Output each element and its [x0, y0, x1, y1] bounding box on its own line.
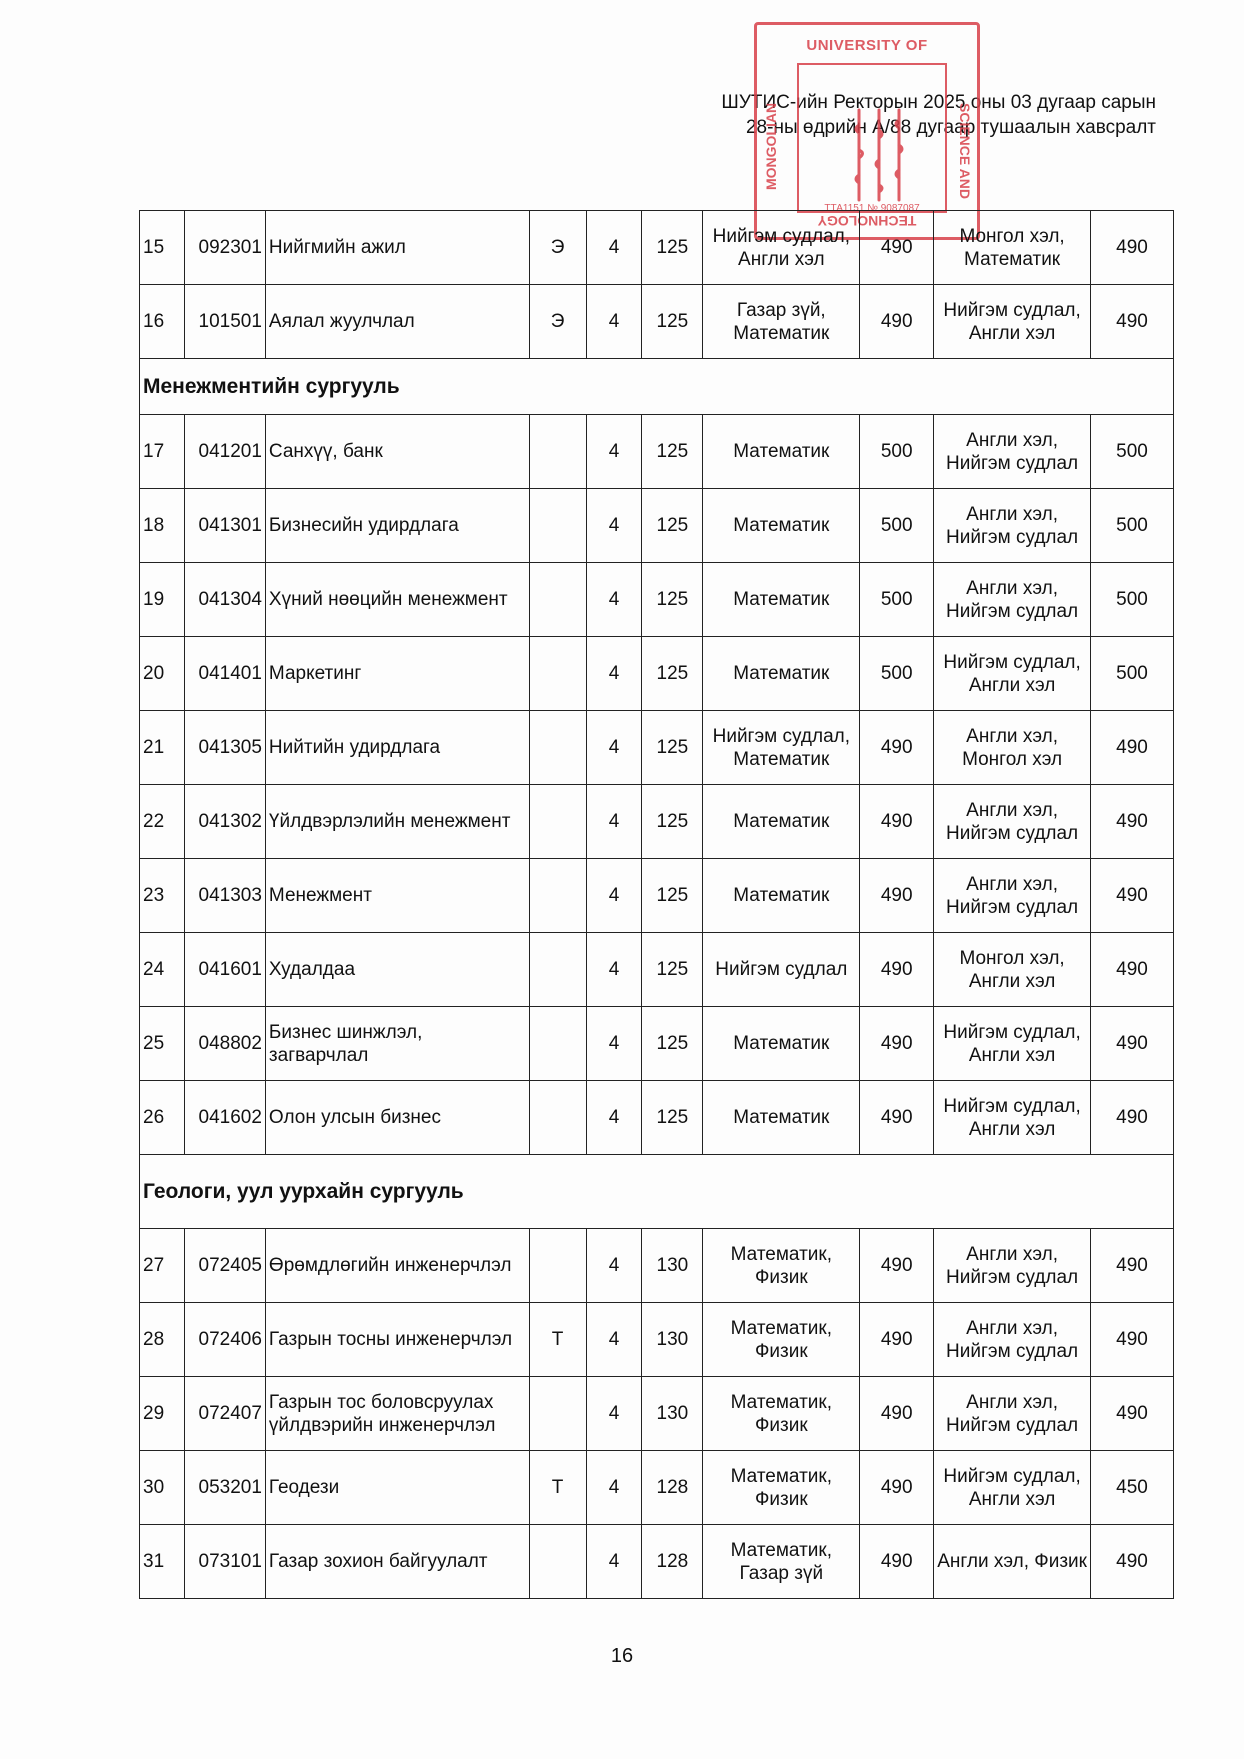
table-row	[140, 211, 1174, 285]
stamp-script-icon	[849, 105, 919, 205]
min-score-1: 490	[860, 785, 934, 859]
row-number: 31	[140, 1525, 185, 1599]
program-index	[529, 785, 586, 859]
min-score-2: 490	[1091, 1525, 1174, 1599]
exam-subject-2: Нийгэм судлал, Англи хэл	[934, 1007, 1091, 1081]
study-years: 4	[586, 1377, 642, 1451]
exam-subject-2: Англи хэл, Физик	[934, 1525, 1091, 1599]
program-index	[529, 1229, 586, 1303]
study-years: 4	[586, 637, 642, 711]
study-years: 4	[586, 563, 642, 637]
study-years: 4	[586, 1229, 642, 1303]
stamp-top-text: UNIVERSITY OF	[806, 37, 928, 54]
program-code: 041302	[184, 785, 265, 859]
program-code: 041301	[184, 489, 265, 563]
min-score-2: 500	[1091, 563, 1174, 637]
exam-subject-2: Англи хэл, Нийгэм судлал	[934, 785, 1091, 859]
exam-subject-1: Нийгэм судлал	[703, 933, 860, 1007]
exam-subject-1: Математик	[703, 489, 860, 563]
exam-subject-2: Англи хэл, Нийгэм судлал	[934, 1377, 1091, 1451]
exam-subject-1: Математик, Физик	[703, 1303, 860, 1377]
row-number: 17	[140, 415, 185, 489]
program-name: Маркетинг	[265, 637, 529, 711]
program-name: Санхүү, банк	[265, 415, 529, 489]
table-row	[140, 1451, 1174, 1525]
stamp-inner-frame	[797, 63, 947, 213]
min-score-2: 490	[1091, 1303, 1174, 1377]
program-index	[529, 711, 586, 785]
exam-subject-2: Англи хэл, Нийгэм судлал	[934, 859, 1091, 933]
study-years: 4	[586, 933, 642, 1007]
header-line-2: 28-ны өдрийн А/88 дугаар тушаалын хавсралт	[745, 117, 1156, 138]
row-number: 29	[140, 1377, 185, 1451]
program-index	[529, 563, 586, 637]
program-code: 041601	[184, 933, 265, 1007]
program-index	[529, 1007, 586, 1081]
program-name: Нийгмийн ажил	[265, 211, 529, 285]
study-years: 4	[586, 1303, 642, 1377]
min-score-1: 490	[860, 1377, 934, 1451]
row-number: 18	[140, 489, 185, 563]
program-name: Бизнесийн удирдлага	[265, 489, 529, 563]
program-index	[529, 1081, 586, 1155]
min-score-2: 490	[1091, 785, 1174, 859]
exam-subject-1: Газар зүй, Математик	[703, 285, 860, 359]
exam-subject-2: Монгол хэл, Математик	[934, 211, 1091, 285]
credit-count: 125	[642, 415, 703, 489]
table-row	[140, 637, 1174, 711]
program-index	[529, 859, 586, 933]
credit-count: 128	[642, 1451, 703, 1525]
program-name: Бизнес шинжлэл, загварчлал	[265, 1007, 529, 1081]
study-years: 4	[586, 415, 642, 489]
credit-count: 130	[642, 1303, 703, 1377]
exam-subject-1: Математик	[703, 1081, 860, 1155]
row-number: 19	[140, 563, 185, 637]
min-score-2: 490	[1091, 711, 1174, 785]
exam-subject-1: Математик, Физик	[703, 1451, 860, 1525]
credit-count: 125	[642, 489, 703, 563]
page-number: 16	[610, 1645, 634, 1667]
section-row	[140, 1155, 1174, 1229]
table-row	[140, 1229, 1174, 1303]
min-score-1: 490	[860, 285, 934, 359]
table-row	[140, 415, 1174, 489]
program-code: 072405	[184, 1229, 265, 1303]
program-code: 073101	[184, 1525, 265, 1599]
program-index: Т	[529, 1303, 586, 1377]
program-code: 072407	[184, 1377, 265, 1451]
min-score-1: 490	[860, 1007, 934, 1081]
row-number: 27	[140, 1229, 185, 1303]
program-index: Э	[529, 285, 586, 359]
table-row	[140, 1377, 1174, 1451]
program-code: 092301	[184, 211, 265, 285]
program-code: 041303	[184, 859, 265, 933]
min-score-1: 500	[860, 637, 934, 711]
program-name: Нийтийн удирдлага	[265, 711, 529, 785]
section-title: Геологи, уул уурхайн сургууль	[140, 1155, 1174, 1229]
program-index	[529, 1525, 586, 1599]
credit-count: 125	[642, 711, 703, 785]
table-row	[140, 1525, 1174, 1599]
study-years: 4	[586, 711, 642, 785]
stamp-left-text: MONGOLIAN	[763, 102, 779, 190]
row-number: 30	[140, 1451, 185, 1525]
credit-count: 125	[642, 637, 703, 711]
min-score-1: 490	[860, 933, 934, 1007]
program-index	[529, 1377, 586, 1451]
exam-subject-2: Нийгэм судлал, Англи хэл	[934, 1451, 1091, 1525]
program-code: 072406	[184, 1303, 265, 1377]
credit-count: 125	[642, 933, 703, 1007]
min-score-2: 500	[1091, 415, 1174, 489]
min-score-2: 490	[1091, 211, 1174, 285]
credit-count: 125	[642, 563, 703, 637]
exam-subject-1: Математик	[703, 1007, 860, 1081]
exam-subject-1: Математик, Физик	[703, 1229, 860, 1303]
credit-count: 125	[642, 285, 703, 359]
study-years: 4	[586, 1525, 642, 1599]
program-name: Хүний нөөцийн менежмент	[265, 563, 529, 637]
program-index	[529, 489, 586, 563]
table-row	[140, 489, 1174, 563]
table-row	[140, 711, 1174, 785]
min-score-2: 490	[1091, 1229, 1174, 1303]
row-number: 21	[140, 711, 185, 785]
table-row	[140, 785, 1174, 859]
program-name: Аялал жуулчлал	[265, 285, 529, 359]
min-score-1: 500	[860, 415, 934, 489]
row-number: 15	[140, 211, 185, 285]
min-score-1: 490	[860, 1303, 934, 1377]
credit-count: 125	[642, 1007, 703, 1081]
exam-subject-2: Нийгэм судлал, Англи хэл	[934, 637, 1091, 711]
program-index: Э	[529, 211, 586, 285]
exam-subject-2: Англи хэл, Нийгэм судлал	[934, 563, 1091, 637]
min-score-2: 490	[1091, 1007, 1174, 1081]
min-score-1: 500	[860, 489, 934, 563]
university-stamp	[754, 22, 980, 240]
exam-subject-2: Англи хэл, Нийгэм судлал	[934, 1229, 1091, 1303]
program-name: Менежмент	[265, 859, 529, 933]
row-number: 24	[140, 933, 185, 1007]
min-score-1: 490	[860, 1525, 934, 1599]
min-score-1: 490	[860, 1451, 934, 1525]
min-score-2: 490	[1091, 1377, 1174, 1451]
row-number: 22	[140, 785, 185, 859]
min-score-2: 490	[1091, 1081, 1174, 1155]
exam-subject-2: Англи хэл, Монгол хэл	[934, 711, 1091, 785]
program-code: 041305	[184, 711, 265, 785]
table-row	[140, 285, 1174, 359]
min-score-1: 490	[860, 1229, 934, 1303]
study-years: 4	[586, 1451, 642, 1525]
study-years: 4	[586, 1081, 642, 1155]
credit-count: 125	[642, 211, 703, 285]
study-years: 4	[586, 785, 642, 859]
exam-subject-2: Англи хэл, Нийгэм судлал	[934, 489, 1091, 563]
credit-count: 128	[642, 1525, 703, 1599]
table-row	[140, 1303, 1174, 1377]
min-score-2: 450	[1091, 1451, 1174, 1525]
study-years: 4	[586, 859, 642, 933]
program-name: Үйлдвэрлэлийн менежмент	[265, 785, 529, 859]
min-score-2: 500	[1091, 637, 1174, 711]
row-number: 25	[140, 1007, 185, 1081]
credit-count: 125	[642, 859, 703, 933]
table-row	[140, 933, 1174, 1007]
table-row	[140, 1081, 1174, 1155]
stamp-bottom-text: TECHNOLOGY	[817, 213, 917, 229]
program-code: 053201	[184, 1451, 265, 1525]
min-score-2: 490	[1091, 285, 1174, 359]
program-code: 041304	[184, 563, 265, 637]
program-code: 101501	[184, 285, 265, 359]
min-score-1: 490	[860, 711, 934, 785]
min-score-2: 490	[1091, 933, 1174, 1007]
exam-subject-1: Математик	[703, 637, 860, 711]
program-name: Газар зохион байгуулалт	[265, 1525, 529, 1599]
exam-subject-1: Нийгэм судлал, Математик	[703, 711, 860, 785]
exam-subject-1: Математик	[703, 563, 860, 637]
exam-subject-2: Англи хэл, Нийгэм судлал	[934, 1303, 1091, 1377]
row-number: 23	[140, 859, 185, 933]
exam-subject-1: Математик	[703, 785, 860, 859]
section-title: Менежментийн сургууль	[140, 359, 1174, 415]
table-row	[140, 1007, 1174, 1081]
stamp-right-text: SCIENCE AND	[957, 103, 973, 199]
exam-subject-2: Англи хэл, Нийгэм судлал	[934, 415, 1091, 489]
program-code: 041201	[184, 415, 265, 489]
program-code: 048802	[184, 1007, 265, 1081]
min-score-2: 490	[1091, 859, 1174, 933]
program-code: 041602	[184, 1081, 265, 1155]
exam-subject-1: Нийгэм судлал, Англи хэл	[703, 211, 860, 285]
min-score-2: 500	[1091, 489, 1174, 563]
program-name: Газрын тосны инженерчлэл	[265, 1303, 529, 1377]
program-index	[529, 415, 586, 489]
stamp-code: ТТА1151 № 9087087	[824, 203, 920, 214]
program-code: 041401	[184, 637, 265, 711]
min-score-1: 500	[860, 563, 934, 637]
exam-subject-2: Монгол хэл, Англи хэл	[934, 933, 1091, 1007]
exam-subject-1: Математик	[703, 859, 860, 933]
credit-count: 130	[642, 1377, 703, 1451]
exam-subject-2: Нийгэм судлал, Англи хэл	[934, 1081, 1091, 1155]
exam-subject-1: Математик, Газар зүй	[703, 1525, 860, 1599]
program-name: Өрөмдлөгийн инженерчлэл	[265, 1229, 529, 1303]
credit-count: 125	[642, 785, 703, 859]
program-index: Т	[529, 1451, 586, 1525]
program-index	[529, 637, 586, 711]
credit-count: 125	[642, 1081, 703, 1155]
admissions-table	[139, 210, 1174, 1599]
program-name: Олон улсын бизнес	[265, 1081, 529, 1155]
table-row	[140, 563, 1174, 637]
study-years: 4	[586, 1007, 642, 1081]
min-score-1: 490	[860, 1081, 934, 1155]
min-score-1: 490	[860, 211, 934, 285]
study-years: 4	[586, 211, 642, 285]
exam-subject-1: Математик	[703, 415, 860, 489]
section-row	[140, 359, 1174, 415]
row-number: 16	[140, 285, 185, 359]
program-index	[529, 933, 586, 1007]
header-line-1: ШУТИС-ийн Ректорын 2025 оны 03 дугаар сарын	[721, 92, 1156, 113]
study-years: 4	[586, 489, 642, 563]
row-number: 20	[140, 637, 185, 711]
row-number: 28	[140, 1303, 185, 1377]
credit-count: 130	[642, 1229, 703, 1303]
program-name: Худалдаа	[265, 933, 529, 1007]
study-years: 4	[586, 285, 642, 359]
min-score-1: 490	[860, 859, 934, 933]
program-name: Геодези	[265, 1451, 529, 1525]
exam-subject-1: Математик, Физик	[703, 1377, 860, 1451]
program-name: Газрын тос боловсруулах үйлдвэрийн инженерчлэл	[265, 1377, 529, 1451]
admissions-table-body	[140, 211, 1174, 1599]
exam-subject-2: Нийгэм судлал, Англи хэл	[934, 285, 1091, 359]
table-row	[140, 859, 1174, 933]
row-number: 26	[140, 1081, 185, 1155]
